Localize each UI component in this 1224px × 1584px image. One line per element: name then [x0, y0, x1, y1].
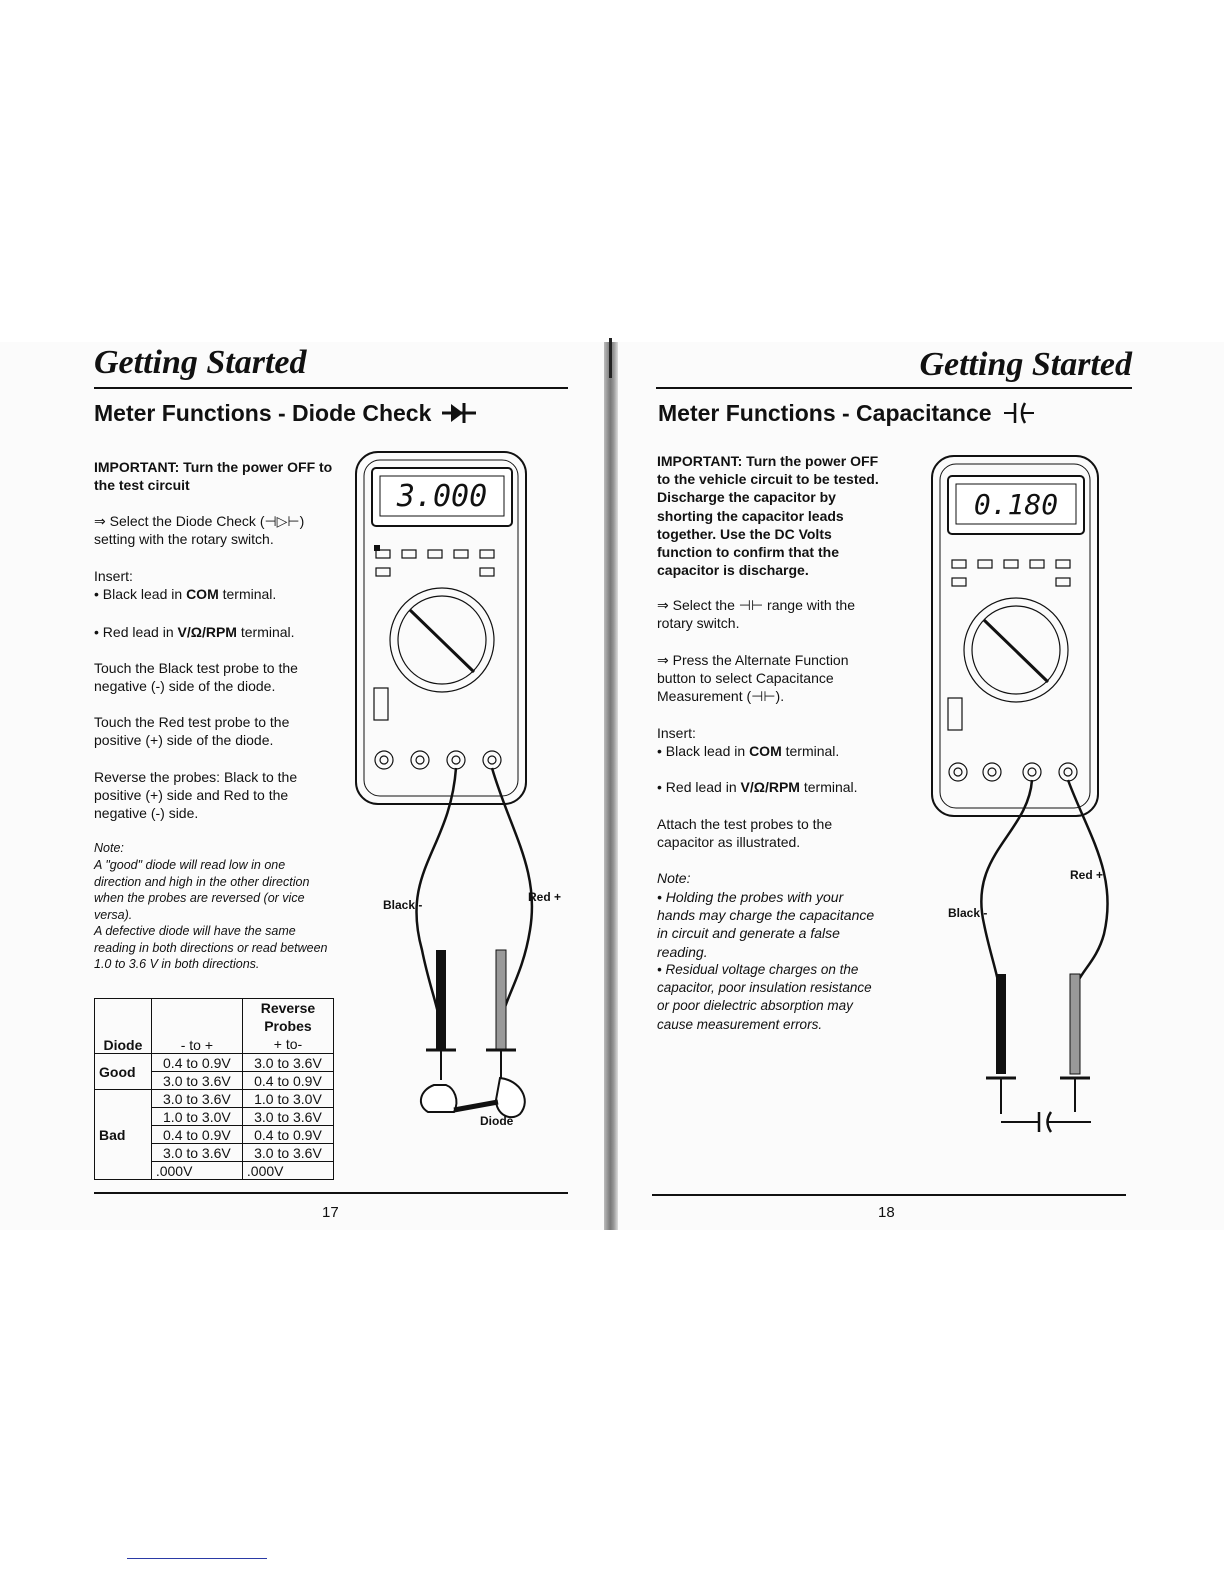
table-cell: 3.0 to 3.6V	[242, 1108, 333, 1126]
blue-underline	[127, 1558, 267, 1559]
insert-label: Insert:	[657, 725, 696, 741]
table-cell: .000V	[242, 1162, 333, 1180]
table-cell: 0.4 to 0.9V	[151, 1054, 242, 1072]
table-cell: 3.0 to 3.6V	[242, 1054, 333, 1072]
important-text: IMPORTANT: Turn the power OFF to the vehicle circuit to be tested. Discharge the capacitor by shorting the capacitor leads together. Use the DC Volts function to confirm that the capacitor is discharge.	[657, 453, 879, 579]
left-page	[0, 342, 608, 1230]
important-text: IMPORTANT: Turn the power OFF to the test circuit	[94, 459, 333, 493]
note-label: Note:	[657, 870, 691, 886]
diode-label: Diode	[480, 1114, 514, 1128]
bullet-black-lead: • Black lead in COM terminal.	[94, 586, 277, 602]
section-title-text: Meter Functions - Diode Check	[94, 400, 432, 426]
page-number: 17	[322, 1204, 339, 1221]
page-header: Getting Started	[94, 344, 307, 381]
table-cell: 3.0 to 3.6V	[151, 1090, 242, 1108]
diode-icon	[442, 402, 476, 424]
para-red-probe: Touch the Red test probe to the positive (+) side of the diode.	[94, 714, 290, 748]
col-fwd: - to +	[151, 999, 242, 1054]
table-cell: 0.4 to 0.9V	[151, 1126, 242, 1144]
note-defective-diode: A defective diode will have the same reading in both directions or read between 1.0 to 3.6 V in both directions.	[94, 924, 328, 971]
bullet-red-lead: • Red lead in V/Ω/RPM terminal.	[94, 624, 295, 640]
table-cell: 0.4 to 0.9V	[242, 1072, 333, 1090]
table-header-row	[95, 999, 334, 1054]
red-probe-label: Red +	[528, 890, 562, 904]
header-rule	[656, 387, 1132, 389]
black-probe-label: Black -	[948, 906, 988, 920]
red-probe-label: Red +	[1070, 868, 1104, 882]
diode-table	[94, 998, 334, 1180]
note-residual-voltage: • Residual voltage charges on the capacitor, poor insulation resistance or poor dielectric absorption may cause measurement errors.	[657, 962, 872, 1032]
capacitor-icon	[1004, 401, 1034, 425]
bullet-black-lead: • Black lead in COM terminal.	[657, 743, 840, 759]
col-diode: Diode	[95, 999, 152, 1054]
para-reverse: Reverse the probes: Black to the positive (+) side and Red to the negative (-) side.	[94, 769, 298, 821]
col-reverse: Reverse Probes + to-	[242, 999, 333, 1054]
note-label: Note:	[94, 841, 124, 855]
bullet-red-lead: • Red lead in V/Ω/RPM terminal.	[657, 779, 858, 795]
para-attach: Attach the test probes to the capacitor as illustrated.	[657, 816, 833, 850]
section-title	[658, 400, 1034, 427]
bad-label: Bad	[95, 1090, 152, 1180]
footer-rule	[94, 1192, 568, 1194]
table-cell: 0.4 to 0.9V	[242, 1126, 333, 1144]
meter-display: 3.000	[396, 479, 488, 514]
table-row	[95, 1054, 334, 1072]
table-cell: 1.0 to 3.0V	[242, 1090, 333, 1108]
insert-label: Insert:	[94, 568, 133, 584]
note-holding-probes: • Holding the probes with your hands may charge the capacitance in circuit and generate a false reading.	[657, 889, 875, 960]
table-cell: .000V	[151, 1162, 242, 1180]
header-rule	[94, 387, 568, 389]
note-good-diode: A "good" diode will read low in one direction and high in the other direction when the probes are reversed (or vice versa).	[94, 858, 310, 922]
table-cell: 3.0 to 3.6V	[242, 1144, 333, 1162]
step-select-diode: ⇒ Select the Diode Check (⊣▷⊢) setting with the rotary switch.	[94, 513, 305, 547]
section-title-text: Meter Functions - Capacitance	[658, 400, 992, 426]
step-alternate-function: ⇒ Press the Alternate Function button to select Capacitance Measurement (⊣⊢).	[657, 652, 849, 704]
footer-rule	[652, 1194, 1126, 1196]
para-black-probe: Touch the Black test probe to the negative (-) side of the diode.	[94, 660, 298, 694]
table-cell: 3.0 to 3.6V	[151, 1072, 242, 1090]
right-page	[616, 342, 1224, 1230]
section-title	[94, 400, 476, 427]
gutter-mark	[609, 338, 612, 378]
multimeter-diode-illustration	[350, 450, 580, 1140]
page-number: 18	[878, 1204, 895, 1221]
table-cell: 3.0 to 3.6V	[151, 1144, 242, 1162]
capacitor-component-icon	[1001, 1110, 1091, 1134]
step-select-range: ⇒ Select the ⊣⊢ range with the rotary switch.	[657, 597, 855, 631]
good-label: Good	[95, 1054, 152, 1090]
table-row	[95, 1090, 334, 1108]
multimeter-capacitance-illustration	[928, 454, 1118, 1114]
black-probe-label: Black -	[383, 898, 423, 912]
page-header: Getting Started	[919, 346, 1132, 383]
table-cell: 1.0 to 3.0V	[151, 1108, 242, 1126]
meter-display: 0.180	[973, 488, 1059, 521]
